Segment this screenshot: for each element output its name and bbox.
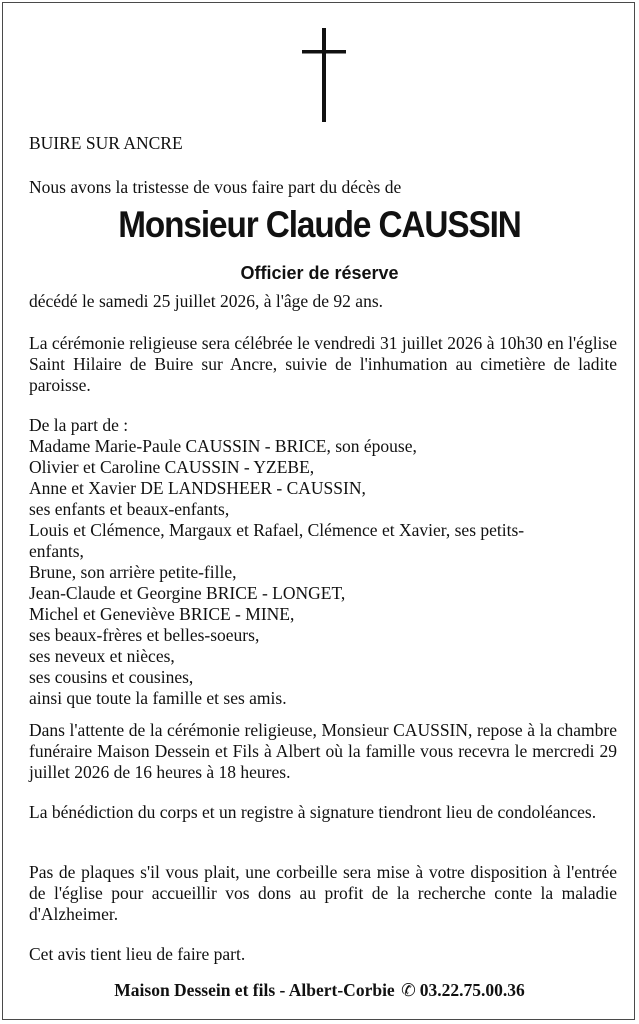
intro-text: Nous avons la tristesse de vous faire part du décès de [29,177,402,197]
family-line: Michel et Geneviève BRICE - MINE, [29,604,295,624]
flowers-paragraph: Pas de plaques s'il vous plait, une corbeille sera mise à votre disposition à l'entrée de l'église pour accueillir vos dons au profit de la recherche conte la maladie d'Alzheimer. [29,862,617,924]
family-line: ses beaux-frères et belles-soeurs, [29,625,260,645]
cross-icon [302,28,346,122]
family-list [29,415,617,709]
death-notice [2,2,635,1020]
closing-line: Cet avis tient lieu de faire part. [29,944,246,964]
family-line: ainsi que toute la famille et ses amis. [29,688,287,708]
family-line: ses enfants et beaux-enfants, [29,499,230,519]
family-line: ses neveux et nièces, [29,646,175,666]
family-line: Brune, son arrière petite-fille, [29,562,237,582]
city: BUIRE SUR ANCRE [29,133,183,153]
family-line: De la part de : [29,415,129,435]
funeral-home-name: Maison Dessein et fils - Albert-Corbie [114,980,395,1000]
blessing-paragraph: La bénédiction du corps et un registre à signature tiendront lieu de condoléances. [29,802,597,822]
family-line: Madame Marie-Paule CAUSSIN - BRICE, son épouse, [29,436,417,456]
rest-paragraph: Dans l'attente de la cérémonie religieuse, Monsieur CAUSSIN, repose à la chambre funéraire Maison Dessein et Fils à Albert où la famille vous recevra le mercredi 29 juillet 2026 de 16 heures à 18 heures. [29,720,617,782]
family-line: enfants, [29,541,84,561]
family-line: ses cousins et cousines, [29,667,194,687]
family-line: Louis et Clémence, Margaux et Rafael, Clémence et Xavier, ses petits- [29,520,525,540]
deceased-title: Officier de réserve [240,263,399,283]
phone-icon: ✆ [401,980,416,1000]
death-date: décédé le samedi 25 juillet 2026, à l'âge de 92 ans. [29,291,384,311]
phone-number: 03.22.75.00.36 [419,980,525,1000]
ceremony-paragraph: La cérémonie religieuse sera célébrée le vendredi 31 juillet 2026 à 10h30 en l'église Saint Hilaire de Buire sur Ancre, suivie de l'inhumation au cimetière de ladite paroisse. [29,333,617,395]
deceased-name: Monsieur Claude CAUSSIN [118,204,521,245]
family-line: Anne et Xavier DE LANDSHEER - CAUSSIN, [29,478,366,498]
footer [3,979,636,1001]
family-line: Olivier et Caroline CAUSSIN - YZEBE, [29,457,315,477]
family-line: Jean-Claude et Georgine BRICE - LONGET, [29,583,346,603]
